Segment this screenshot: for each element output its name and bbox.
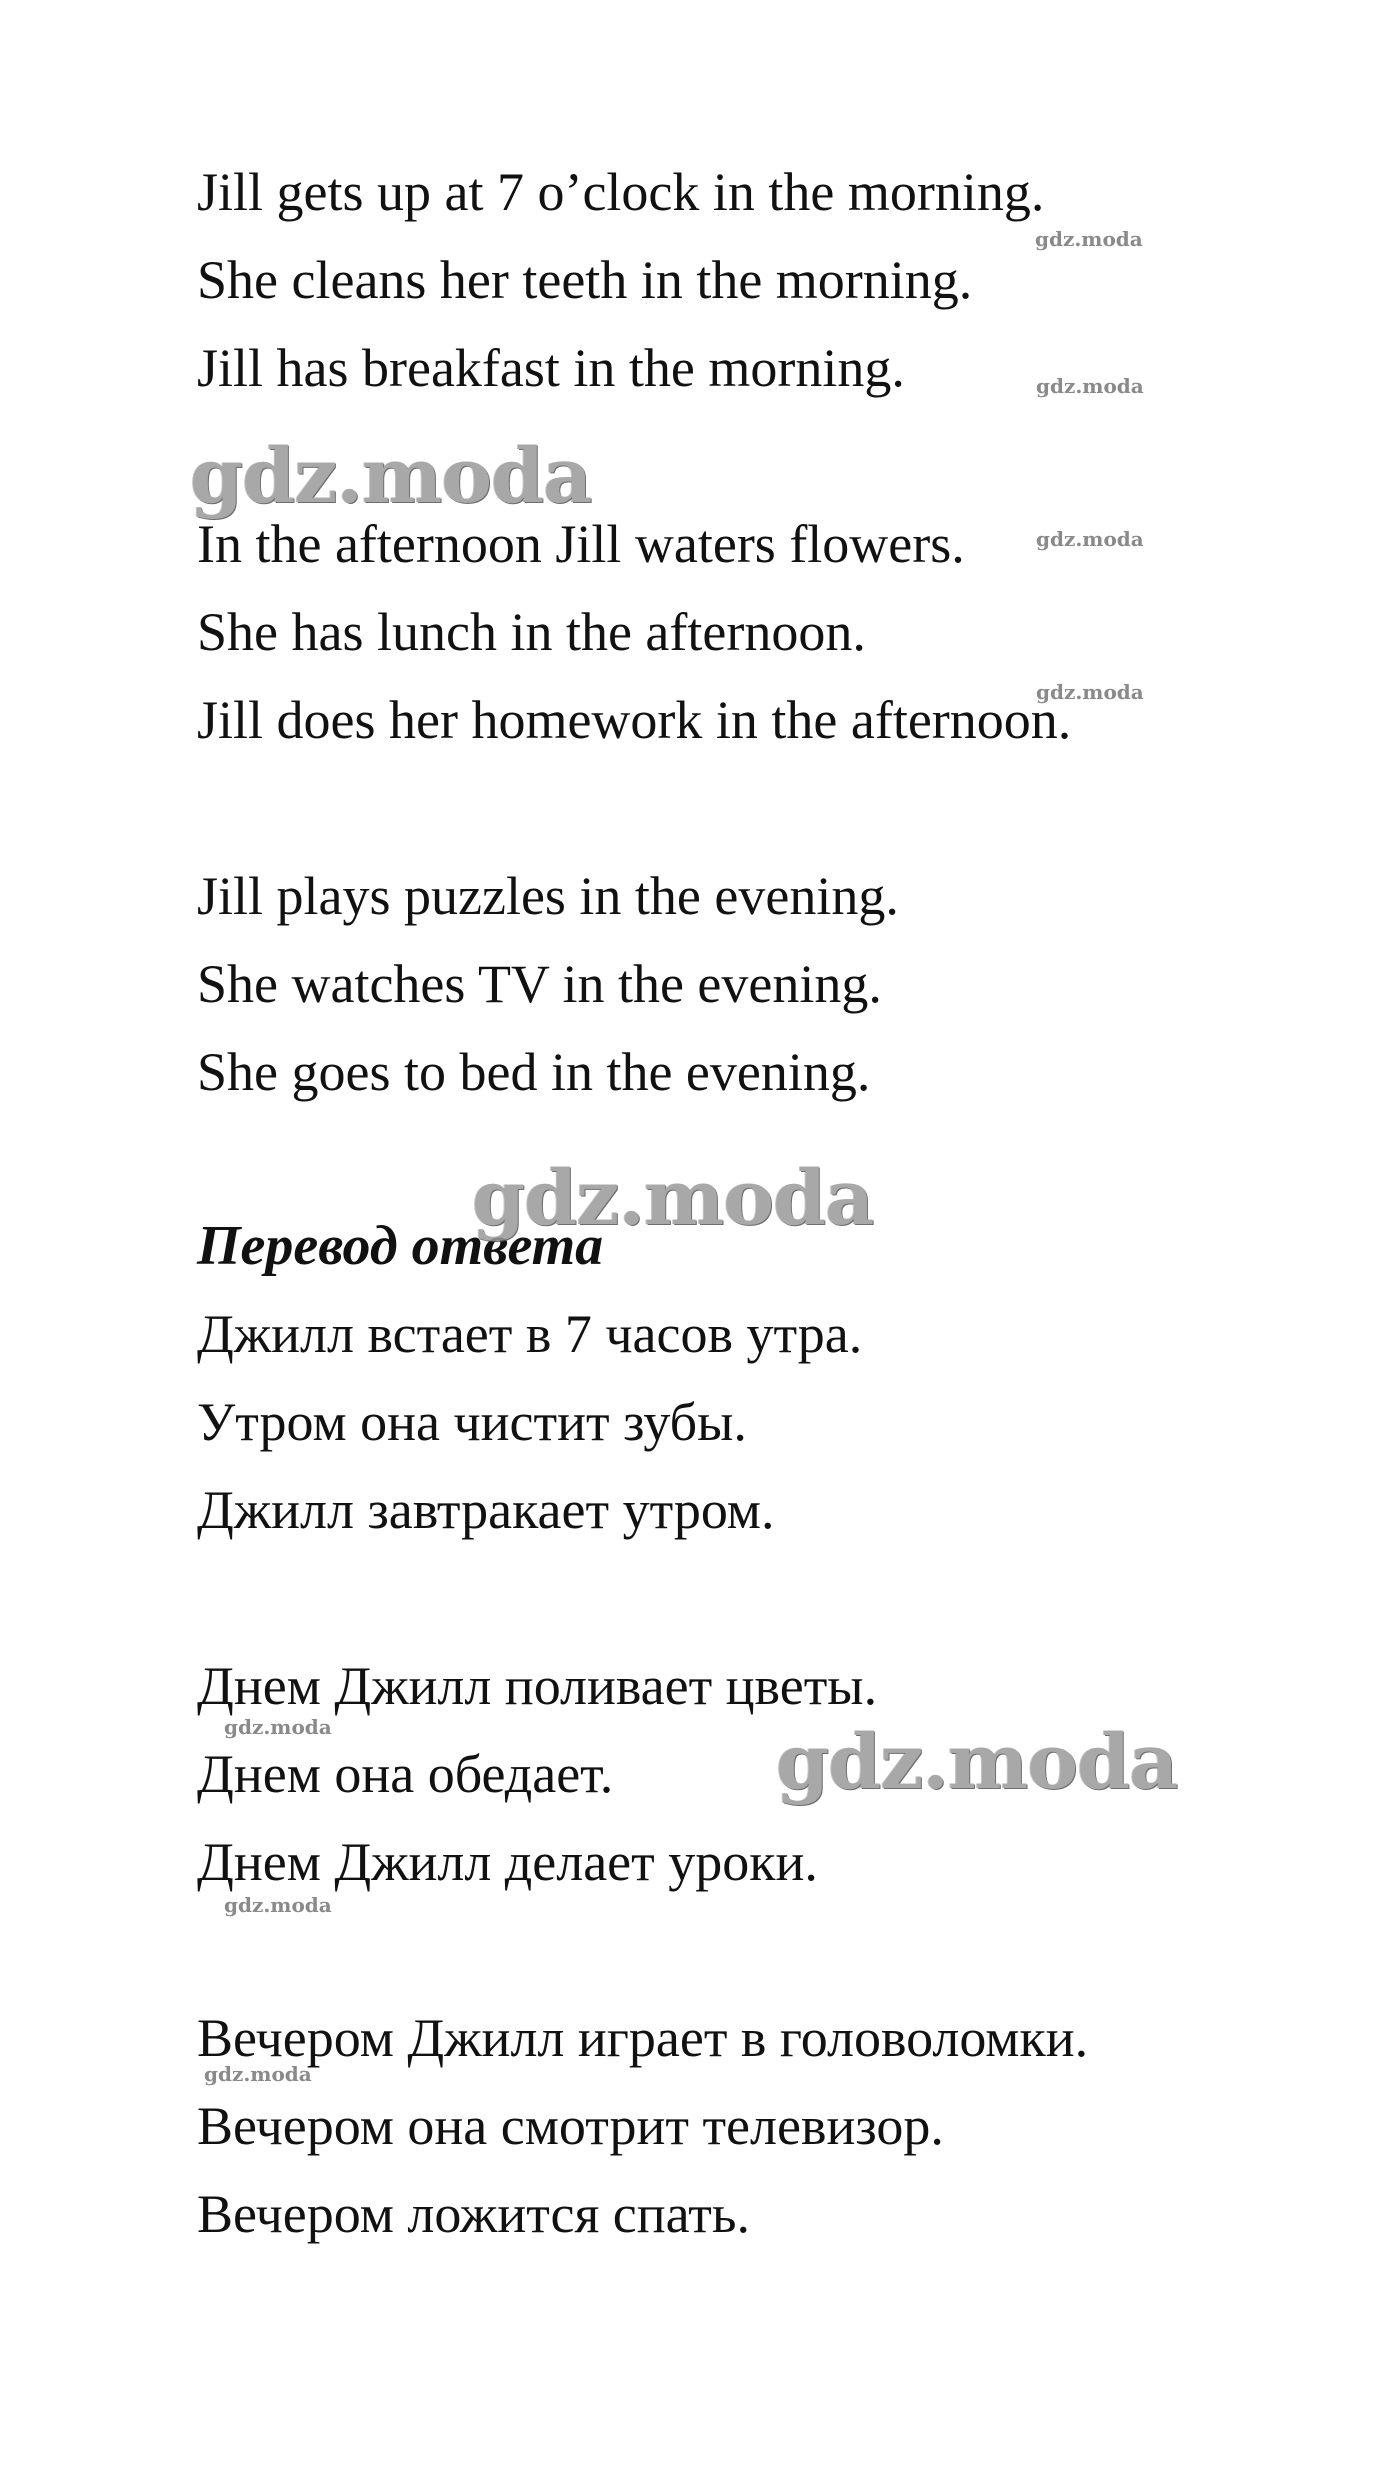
- watermark-large: gdz.moda: [776, 1717, 1178, 1806]
- english-evening-line-1: Jill plays puzzles in the evening.: [197, 866, 899, 926]
- translation-afternoon-line-3: Днем Джилл делает уроки.: [197, 1832, 818, 1892]
- watermark-small: gdz.moda: [1036, 527, 1144, 551]
- english-evening-line-2: She watches TV in the evening.: [197, 954, 882, 1014]
- translation-morning-line-1: Джилл встает в 7 часов утра.: [197, 1304, 863, 1364]
- english-morning-line-2: She cleans her teeth in the morning.: [197, 250, 973, 310]
- translation-afternoon-line-2: Днем она обедает.: [197, 1744, 614, 1804]
- english-morning-line-3: Jill has breakfast in the morning.: [197, 338, 905, 398]
- translation-evening-line-2: Вечером она смотрит телевизор.: [197, 2096, 944, 2156]
- watermark-small: gdz.moda: [1035, 227, 1143, 251]
- translation-morning-line-3: Джилл завтракает утром.: [197, 1480, 775, 1540]
- translation-evening-line-3: Вечером ложится спать.: [197, 2184, 750, 2244]
- translation-heading: Перевод ответа: [197, 1215, 604, 1277]
- watermark-large: gdz.moda: [190, 431, 592, 520]
- watermark-small: gdz.moda: [1036, 374, 1144, 398]
- watermark-large: gdz.moda: [472, 1153, 874, 1242]
- english-afternoon-line-2: She has lunch in the afternoon.: [197, 602, 866, 662]
- translation-evening-line-1: Вечером Джилл играет в головоломки.: [197, 2008, 1089, 2068]
- watermark-small: gdz.moda: [204, 2062, 312, 2086]
- watermark-small: gdz.moda: [1036, 680, 1144, 704]
- english-afternoon-line-3: Jill does her homework in the afternoon.: [197, 690, 1072, 750]
- watermark-small: gdz.moda: [224, 1893, 332, 1917]
- watermark-small: gdz.moda: [224, 1715, 332, 1739]
- english-morning-line-1: Jill gets up at 7 o’clock in the morning.: [197, 162, 1045, 222]
- english-evening-line-3: She goes to bed in the evening.: [197, 1042, 871, 1102]
- english-afternoon-line-1: In the afternoon Jill waters flowers.: [197, 514, 965, 574]
- translation-afternoon-line-1: Днем Джилл поливает цветы.: [197, 1656, 878, 1716]
- translation-morning-line-2: Утром она чистит зубы.: [197, 1392, 747, 1452]
